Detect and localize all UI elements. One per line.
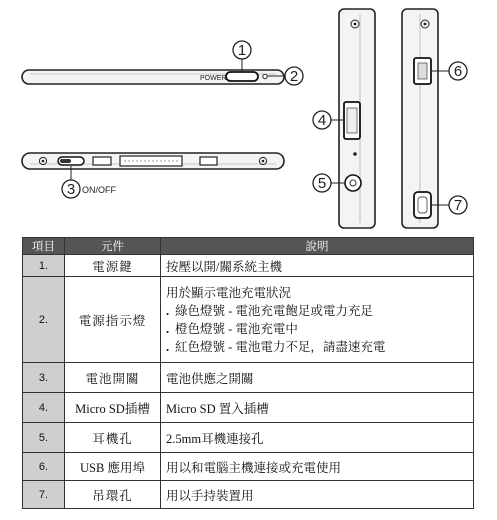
- row-component: 電池開關: [65, 363, 161, 393]
- row-component: 電源鍵: [65, 255, 161, 277]
- row-description: Micro SD 置入插槽: [161, 393, 474, 423]
- device-top-view: [22, 70, 284, 84]
- header-description: 說明: [161, 238, 474, 255]
- row-description: 2.5mm耳機連接孔: [161, 423, 474, 453]
- device-diagram: [0, 0, 497, 236]
- bullet-orange-text: 橙色燈號 - 電池充電中: [175, 321, 298, 336]
- callout-7-label: 7: [453, 197, 463, 214]
- bullet-red-text: 紅色燈號 - 電池電力不足，請盡速充電: [175, 339, 386, 354]
- callout-4-label: 4: [317, 112, 327, 129]
- row-item: 2.: [23, 277, 65, 363]
- row-item: 4.: [23, 393, 65, 423]
- device-right-side-view: [402, 9, 438, 228]
- table-row: [23, 363, 474, 393]
- header-component: 元件: [65, 238, 161, 255]
- table-header-row: [23, 238, 474, 255]
- table-row: [23, 453, 474, 481]
- onoff-label: ON/OFF: [82, 185, 116, 195]
- component-table: [22, 237, 474, 509]
- table-row: [23, 255, 474, 277]
- row-component: Micro SD插槽: [65, 393, 161, 423]
- row-item: 5.: [23, 423, 65, 453]
- row-item: 1.: [23, 255, 65, 277]
- row-component: 吊環孔: [65, 481, 161, 509]
- row-description: 電池供應之開關: [161, 363, 474, 393]
- device-left-side-view: [339, 9, 375, 228]
- row-component: 電源指示燈: [65, 277, 161, 363]
- callout-5-label: 5: [317, 175, 327, 192]
- row-component: USB 應用埠: [65, 453, 161, 481]
- bottom-port-right: [200, 157, 217, 165]
- row-component: 耳機孔: [65, 423, 161, 453]
- table-row: [23, 481, 474, 509]
- power-label: POWER: [200, 75, 227, 82]
- header-item: 項目: [23, 238, 65, 255]
- row-item: 7.: [23, 481, 65, 509]
- device-bottom-view: [22, 153, 284, 169]
- table-row: [23, 393, 474, 423]
- row-description: 按壓以開/關系統主機: [161, 255, 474, 277]
- table-row: [23, 277, 474, 363]
- row-item: 6.: [23, 453, 65, 481]
- callout-6-label: 6: [453, 63, 463, 80]
- bottom-port-small: [93, 157, 111, 165]
- bullet-green: . 綠色燈號 - 電池充電飽足或電力充足: [166, 303, 373, 318]
- row-description: 用於顯示電池充電狀況: [166, 285, 292, 300]
- row-description-block: [161, 277, 474, 363]
- callout-2-label: 2: [289, 68, 299, 85]
- callout-1-label: 1: [237, 42, 247, 59]
- callout-3-label: 3: [66, 181, 76, 198]
- bullet-green-text: 綠色燈號 - 電池充電飽足或電力充足: [175, 303, 373, 318]
- table-row: [23, 423, 474, 453]
- power-button[interactable]: [226, 72, 258, 81]
- row-item: 3.: [23, 363, 65, 393]
- row-description: 用以和電腦主機連接或充電使用: [161, 453, 474, 481]
- power-indicator-led: [263, 74, 267, 78]
- row-description: 用以手持裝置用: [161, 481, 474, 509]
- bullet-red: . 紅色燈號 - 電池電力不足，請盡速充電: [166, 339, 386, 354]
- bullet-orange: . 橙色燈號 - 電池充電中: [166, 321, 298, 336]
